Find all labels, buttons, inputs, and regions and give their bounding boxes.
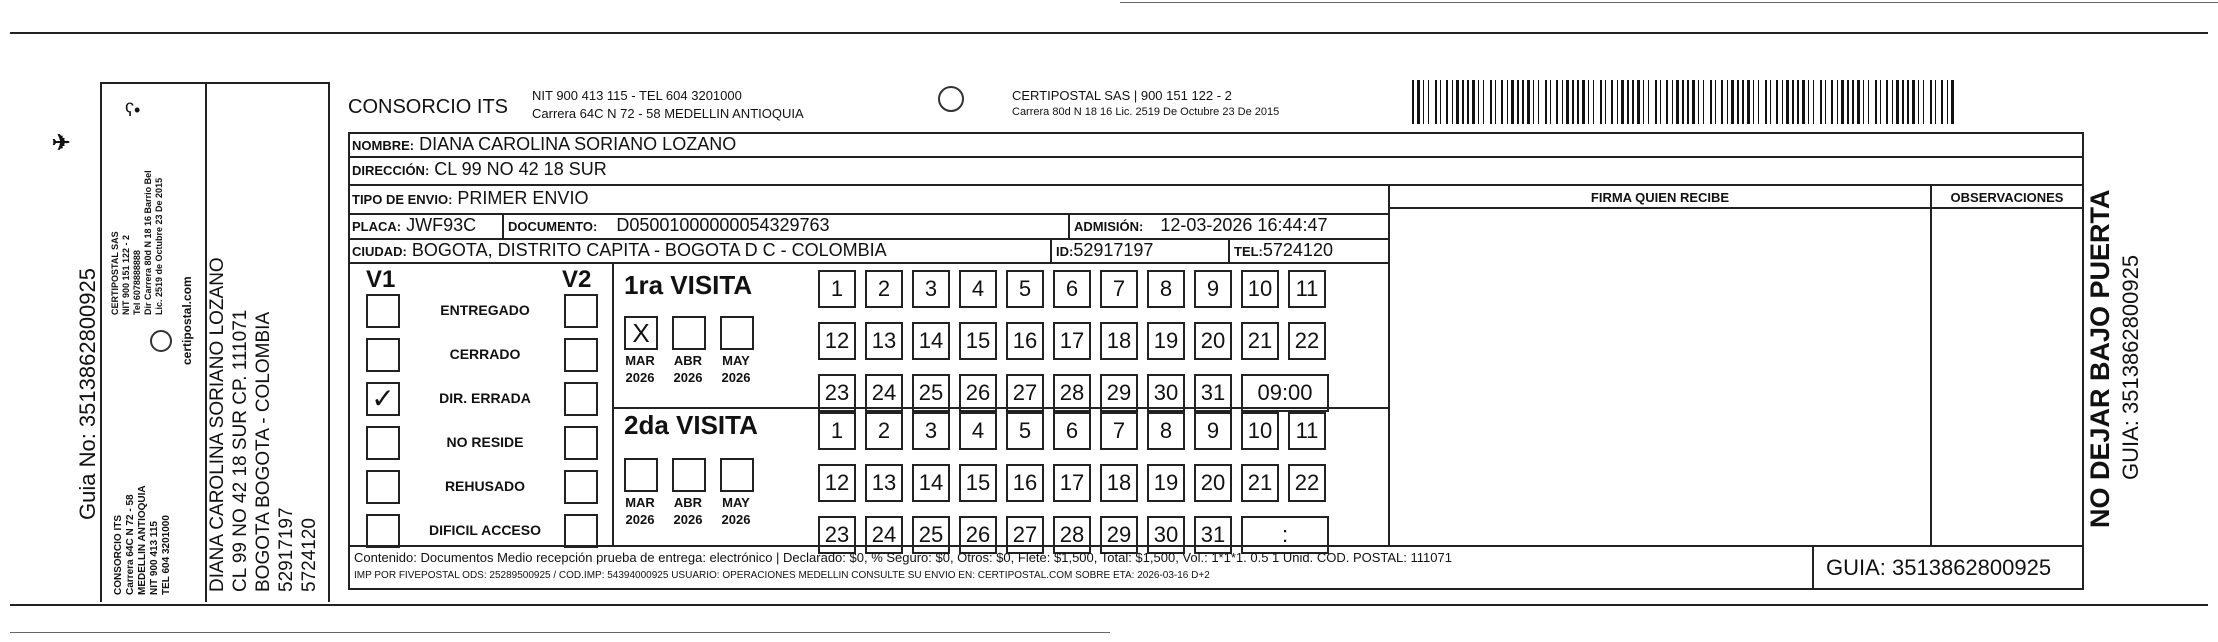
barcode-bar [1710,80,1712,124]
time-box[interactable]: : [1241,516,1329,554]
stub-recipient: DIANA CAROLINA SORIANO LOZANO CL 99 NO 42 18 SUR CP. 111071 BOGOTA BOGOTA - COLOMBIA 52917197 5724120 [207,257,320,592]
day-box[interactable]: 26 [959,374,997,412]
day-box[interactable]: 20 [1194,322,1232,360]
barcode-bar [1660,80,1661,124]
day-box[interactable]: 14 [912,322,950,360]
day-box[interactable]: 26 [959,516,997,554]
day-box[interactable]: 25 [912,374,950,412]
day-box[interactable]: 13 [865,464,903,502]
day-box[interactable]: 2 [865,412,903,450]
carrier-name: CERTIPOSTAL SAS | 900 151 122 - 2 [1012,88,1232,103]
barcode-bar [1605,80,1606,124]
v1-checkbox[interactable] [366,470,400,504]
barcode-bar [1951,80,1954,124]
status-label: NO RESIDE [446,434,524,450]
day-box[interactable]: 1 [818,412,856,450]
firma-header: FIRMA QUIEN RECIBE [1590,190,1730,205]
first-visit-title: 1ra VISITA [624,270,753,300]
barcode-bar [1423,80,1424,124]
day-box[interactable]: 6 [1053,270,1091,308]
status-label: DIR. ERRADA [439,390,531,406]
print-info-line: IMP POR FIVEPOSTAL ODS: 25289500925 / COD.IMP: 54394000925 USUARIO: OPERACIONES MEDELLIN CONSULTE SU ENVIO EN: CERTIPOSTAL.COM SOBRE ETA: 2026-03-16 D+2 [354,570,1210,581]
barcode-bar [1545,80,1547,124]
day-box[interactable]: 30 [1147,516,1185,554]
barcode-bar [1852,80,1854,124]
day-box[interactable]: 8 [1147,412,1185,450]
status-label: DIFICIL ACCESO [428,522,541,538]
barcode-bar [1792,80,1794,124]
day-box[interactable]: 13 [865,322,903,360]
barcode-bar [1582,80,1585,124]
barcode-bar [1637,80,1640,124]
barcode-bar [1672,80,1673,124]
barcode-bar [1770,80,1771,124]
barcode-bar [1472,80,1475,124]
barcode-bar [1483,80,1484,124]
contents-line: Contenido: Documentos Medio recepción prueba de entrega: electrónico | Declarado: $0, % Seguro: $0, Otros: $0, Flete: $1,500, Total: $1,500, Vol.: 1*1*1. 0.5 1 Unid. COD. POSTAL: 111071 [354,550,1452,565]
barcode-bar [1782,80,1783,124]
day-box[interactable]: 30 [1147,374,1185,412]
admision-value: 12-03-2026 16:44:47 [1160,215,1328,235]
v2-checkbox[interactable] [564,382,598,416]
barcode-bar [1517,80,1519,124]
day-box[interactable]: 18 [1100,322,1138,360]
v2-checkbox[interactable] [564,514,598,548]
month-checkbox[interactable] [720,458,754,492]
v1-checkbox[interactable] [366,514,400,548]
v2-checkbox[interactable] [564,470,598,504]
barcode-bar [1452,80,1453,124]
v2-header: V2 [562,266,592,293]
barcode-bar [1566,80,1569,124]
day-box[interactable]: 17 [1053,322,1091,360]
stub-logo-icon: ✈ [52,130,71,155]
v1-checkbox[interactable] [366,294,400,328]
month-checkbox[interactable] [672,458,706,492]
barcode-bar [1847,80,1849,124]
tel-label: TEL: [1234,244,1263,259]
day-box[interactable]: 4 [959,412,997,450]
barcode [1412,80,1956,124]
city-value: BOGOTA, DISTRITO CAPITA - BOGOTA D C - COLOMBIA [411,240,887,260]
month-checkbox[interactable] [624,458,658,492]
day-box[interactable]: 1 [818,270,856,308]
barcode-bar [1935,80,1936,124]
day-box[interactable]: 29 [1100,516,1138,554]
barcode-bar [1721,80,1723,124]
barcode-bar [1456,80,1459,124]
day-box[interactable]: 25 [912,516,950,554]
day-box[interactable]: 27 [1006,374,1044,412]
month-label: MAY 2026 [721,353,751,385]
v2-checkbox[interactable] [564,426,598,460]
barcode-bar [1902,80,1904,124]
day-box[interactable]: 16 [1006,464,1044,502]
placa-value: JWF93C [406,215,477,235]
carrier-seal-icon [150,330,172,352]
barcode-bar [1428,80,1429,124]
barcode-bar [1786,80,1789,124]
stub-web: certipostal.com [180,276,194,365]
barcode-bar [1522,80,1524,124]
month-label: ABR 2026 [673,495,703,527]
day-box[interactable]: 10 [1241,412,1279,450]
documento-label: DOCUMENTO: [508,219,598,234]
top-border [10,32,2208,34]
barcode-bar [1648,80,1649,124]
barcode-bar [1863,80,1864,124]
stub-guia-number: Guia No: 3513862800925 [75,268,100,520]
day-box[interactable]: 5 [1006,412,1044,450]
ciudad-label: CIUDAD: [352,244,407,259]
barcode-bar [1556,80,1558,124]
day-box[interactable]: 31 [1194,516,1232,554]
barcode-bar [1918,80,1919,124]
day-box[interactable]: 12 [818,322,856,360]
barcode-bar [1562,80,1563,124]
day-box[interactable]: 15 [959,322,997,360]
barcode-bar [1666,80,1668,124]
barcode-bar [1507,80,1508,124]
barcode-bar [1758,80,1759,124]
observaciones-header: OBSERVACIONES [1950,190,2064,205]
tel-value: 5724120 [1262,240,1333,260]
day-box[interactable]: 14 [912,464,950,502]
day-box[interactable]: 7 [1100,412,1138,450]
day-box[interactable]: 6 [1053,412,1091,450]
barcode-bar [1417,80,1420,124]
barcode-bar [1577,80,1579,124]
day-box[interactable]: 23 [818,516,856,554]
address-value: CL 99 NO 42 18 SUR [434,159,607,179]
v1-checkbox[interactable] [366,338,400,372]
barcode-bar [1621,80,1624,124]
barcode-bar [1682,80,1684,124]
v1-header: V1 [366,266,396,293]
day-box[interactable]: 16 [1006,322,1044,360]
placa-label: PLACA: [352,219,402,234]
barcode-bar [1655,80,1657,124]
day-box[interactable]: 3 [912,412,950,450]
right-guia: GUIA: 3513862800925 [2118,254,2143,480]
day-box[interactable]: 28 [1053,374,1091,412]
barcode-bar [1533,80,1534,124]
barcode-bar [1923,80,1924,124]
certipostal-logo-icon [938,86,964,112]
day-box[interactable]: 19 [1147,322,1185,360]
day-box[interactable]: 3 [912,270,950,308]
day-box[interactable]: 11 [1288,412,1326,450]
day-box[interactable]: 22 [1288,322,1326,360]
direccion-label: DIRECCIÓN: [352,163,430,178]
barcode-bar [1715,80,1716,124]
day-box[interactable]: 18 [1100,464,1138,502]
barcode-bar [1627,80,1629,124]
day-box[interactable]: 11 [1288,270,1326,308]
day-box[interactable]: 21 [1241,322,1279,360]
barcode-bar [1837,80,1838,124]
barcode-bar [1831,80,1833,124]
month-checkbox[interactable] [720,316,754,350]
barcode-bar [1886,80,1888,124]
no-dejar-notice: NO DEJAR BAJO PUERTA [2085,189,2115,528]
v2-checkbox[interactable] [564,338,598,372]
barcode-bar [1907,80,1909,124]
barcode-bar [1511,80,1514,124]
day-box[interactable]: 29 [1100,374,1138,412]
day-box[interactable]: 7 [1100,270,1138,308]
barcode-bar [1446,80,1448,124]
month-label: MAR 2026 [625,495,655,527]
month-checkbox[interactable] [672,316,706,350]
barcode-bar [1896,80,1899,124]
month-label: ABR 2026 [673,353,703,385]
barcode-bar [1632,80,1634,124]
company-address: Carrera 64C N 72 - 58 MEDELLIN ANTIOQUIA [532,106,804,121]
month-checkbox[interactable]: X [624,316,658,350]
day-box[interactable]: 9 [1194,270,1232,308]
day-box[interactable]: 31 [1194,374,1232,412]
scan-edge [1120,2,2218,3]
barcode-bar [1467,80,1469,124]
v2-checkbox[interactable] [564,294,598,328]
day-box[interactable]: 24 [865,374,903,412]
barcode-bar [1495,80,1496,124]
v1-checkbox[interactable]: ✓ [366,382,400,416]
day-box[interactable]: 5 [1006,270,1044,308]
barcode-bar [1776,80,1778,124]
barcode-bar [1687,80,1689,124]
barcode-bar [1501,80,1503,124]
barcode-bar [1880,80,1881,124]
barcode-bar [1742,80,1744,124]
day-box[interactable]: 9 [1194,412,1232,450]
carrier-address: Carrera 80d N 18 16 Lic. 2519 De Octubre 23 De 2015 [1012,106,1280,118]
id-label: ID: [1056,244,1074,259]
v1-checkbox[interactable] [366,426,400,460]
day-box[interactable]: 10 [1241,270,1279,308]
barcode-bar [1703,80,1704,124]
barcode-bar [1731,80,1734,124]
nombre-label: NOMBRE: [352,138,415,153]
barcode-bar [1527,80,1530,124]
barcode-bar [1435,80,1437,124]
barcode-bar [1643,80,1644,124]
barcode-bar [1600,80,1602,124]
day-box[interactable]: 8 [1147,270,1185,308]
shipping-type: PRIMER ENVIO [457,188,589,208]
month-label: MAR 2026 [625,353,655,385]
day-box[interactable]: 4 [959,270,997,308]
barcode-bar [1753,80,1754,124]
barcode-bar [1698,80,1699,124]
barcode-bar [1593,80,1594,124]
barcode-bar [1490,80,1492,124]
day-box[interactable]: 17 [1053,464,1091,502]
barcode-bar [1747,80,1750,124]
status-label: ENTREGADO [440,302,530,318]
bottom-border [10,604,2208,606]
day-box[interactable]: 15 [959,464,997,502]
day-box[interactable]: 20 [1194,464,1232,502]
barcode-bar [1930,80,1932,124]
barcode-bar [1857,80,1860,124]
month-label: MAY 2026 [721,495,751,527]
footer-guia: GUIA: 3513862800925 [1826,555,2052,580]
barcode-bar [1947,80,1948,124]
barcode-bar [1412,80,1414,124]
barcode-bar [1808,80,1809,124]
barcode-bar [1538,80,1539,124]
barcode-bar [1802,80,1805,124]
day-box[interactable]: 2 [865,270,903,308]
barcode-bar [1588,80,1589,124]
barcode-bar [1825,80,1826,124]
barcode-bar [1611,80,1613,124]
barcode-bar [1941,80,1943,124]
barcode-bar [1841,80,1844,124]
barcode-bar [1797,80,1799,124]
time-box[interactable]: 09:00 [1241,374,1329,412]
day-box[interactable]: 23 [818,374,856,412]
stub-sender: CONSORCIO ITS Carrera 64C N 72 - 58 MEDELLIN ANTIOQUIA NIT 900 413 115 TEL 604 3201000 [113,485,172,595]
day-box[interactable]: 21 [1241,464,1279,502]
day-box[interactable]: 28 [1053,516,1091,554]
barcode-bar [1892,80,1893,124]
scan-edge-bottom [10,632,1110,633]
stub-carrier: CERTIPOSTAL SAS NIT 900 151 122 - 2 Tel 6078888888 Dir Carrera 80d N 18 16 Barrio Bel Lic. 2519 de Octubre 23 De 2015 [110,170,164,315]
admision-label: ADMISIÓN: [1074,219,1144,234]
barcode-bar [1820,80,1822,124]
tipo-label: TIPO DE ENVIO: [352,192,453,207]
barcode-bar [1617,80,1618,124]
company-nit: NIT 900 413 115 - TEL 604 3201000 [532,88,742,103]
barcode-bar [1875,80,1877,124]
barcode-bar [1765,80,1767,124]
day-box[interactable]: 19 [1147,464,1185,502]
barcode-bar [1440,80,1441,124]
second-visit-title: 2da VISITA [624,410,758,440]
barcode-bar [1737,80,1739,124]
barcode-bar [1912,80,1915,124]
status-label: CERRADO [449,346,521,362]
barcode-bar [1550,80,1551,124]
id-value: 52917197 [1073,240,1154,260]
documento-value: D05001000000054329763 [616,215,830,235]
barcode-bar [1572,80,1574,124]
recipient-name: DIANA CAROLINA SORIANO LOZANO [419,134,737,154]
barcode-bar [1676,80,1679,124]
barcode-bar [1692,80,1695,124]
day-box[interactable]: 24 [865,516,903,554]
company-name: CONSORCIO ITS [348,96,509,118]
barcode-bar [1727,80,1728,124]
day-box[interactable]: 22 [1288,464,1326,502]
barcode-bar [1868,80,1869,124]
status-label: REHUSADO [444,478,526,494]
day-box[interactable]: 27 [1006,516,1044,554]
stub-carrier-logo-icon: ʕ• [125,100,141,120]
barcode-bar [1478,80,1479,124]
day-box[interactable]: 12 [818,464,856,502]
barcode-bar [1462,80,1464,124]
barcode-bar [1813,80,1814,124]
